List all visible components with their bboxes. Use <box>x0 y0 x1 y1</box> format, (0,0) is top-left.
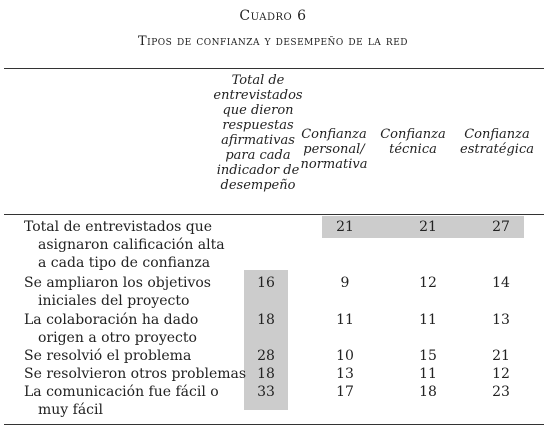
cell-tecnica: 15 <box>419 348 437 364</box>
row-label-line: La comunicación fue fácil o <box>24 384 219 400</box>
row-label-line: a cada tipo de confianza <box>38 255 211 271</box>
cell-personal: 13 <box>336 366 354 382</box>
cell-estrategica: 13 <box>492 312 510 328</box>
cell-tecnica: 18 <box>419 384 437 400</box>
header-tecnica-line: Confianza <box>380 127 446 142</box>
cell-estrategica: 12 <box>492 366 510 382</box>
cell-estrategica: 14 <box>492 275 510 291</box>
header-total-line: afirmativas <box>221 133 295 148</box>
cell-tecnica: 11 <box>419 366 437 382</box>
header-total-line: desempeño <box>220 178 296 193</box>
header-total-line: Total de <box>231 73 285 88</box>
header-total-line: respuestas <box>222 118 294 133</box>
cell-tecnica: 21 <box>419 219 437 235</box>
row-label-line: Se ampliaron los objetivos <box>24 275 211 291</box>
cell-personal: 10 <box>336 348 354 364</box>
header-total <box>210 73 306 193</box>
cell-estrategica: 21 <box>492 348 510 364</box>
row-label-line: Total de entrevistados que <box>24 219 213 235</box>
row-label-line: origen a otro proyecto <box>38 330 197 346</box>
header-total-line: que dieron <box>222 103 294 118</box>
cell-total: 18 <box>257 312 275 328</box>
table-title: Tipos de confianza y desempeño de la red <box>138 34 408 49</box>
row-label-line: iniciales del proyecto <box>38 293 190 309</box>
header-total-line: para cada <box>225 148 291 163</box>
header-personal <box>296 127 372 172</box>
row-label-line: La colaboración ha dado <box>24 312 199 328</box>
cell-tecnica: 12 <box>419 275 437 291</box>
header-estrategica-line: Confianza <box>464 127 530 142</box>
header-total-line: indicador de <box>216 163 300 178</box>
header-estrategica <box>456 127 538 157</box>
cell-tecnica: 11 <box>419 312 437 328</box>
header-total-line: entrevistados <box>213 88 303 103</box>
bottom-rule <box>4 424 544 425</box>
row-label-line: asignaron calificación alta <box>38 237 225 253</box>
row-label <box>24 365 246 383</box>
cell-personal: 17 <box>336 384 354 400</box>
header-tecnica <box>372 127 454 157</box>
row-label-line: muy fácil <box>38 402 103 418</box>
row-label <box>24 383 219 419</box>
header-personal-line: normativa <box>300 157 368 172</box>
row-label <box>24 347 191 365</box>
row-label <box>24 311 198 347</box>
row-label-line: Se resolvió el problema <box>24 348 192 364</box>
header-estrategica-line: estratégica <box>460 142 534 157</box>
cell-estrategica: 23 <box>492 384 510 400</box>
row-label-line: Se resolvieron otros problemas <box>24 366 247 382</box>
top-rule <box>4 68 544 69</box>
row-label <box>24 274 211 310</box>
cell-total: 28 <box>257 348 275 364</box>
header-rule <box>4 214 544 215</box>
cell-personal: 11 <box>336 312 354 328</box>
cell-total: 16 <box>257 275 275 291</box>
row-label <box>24 218 225 272</box>
cell-estrategica: 27 <box>492 219 510 235</box>
cell-personal: 21 <box>336 219 354 235</box>
header-personal-line: Confianza <box>301 127 367 142</box>
cell-personal: 9 <box>340 275 350 291</box>
cell-total: 33 <box>257 384 275 400</box>
header-tecnica-line: técnica <box>389 142 437 157</box>
table-number: Cuadro 6 <box>239 8 307 24</box>
cell-total: 18 <box>257 366 275 382</box>
header-personal-line: personal/ <box>303 142 365 157</box>
